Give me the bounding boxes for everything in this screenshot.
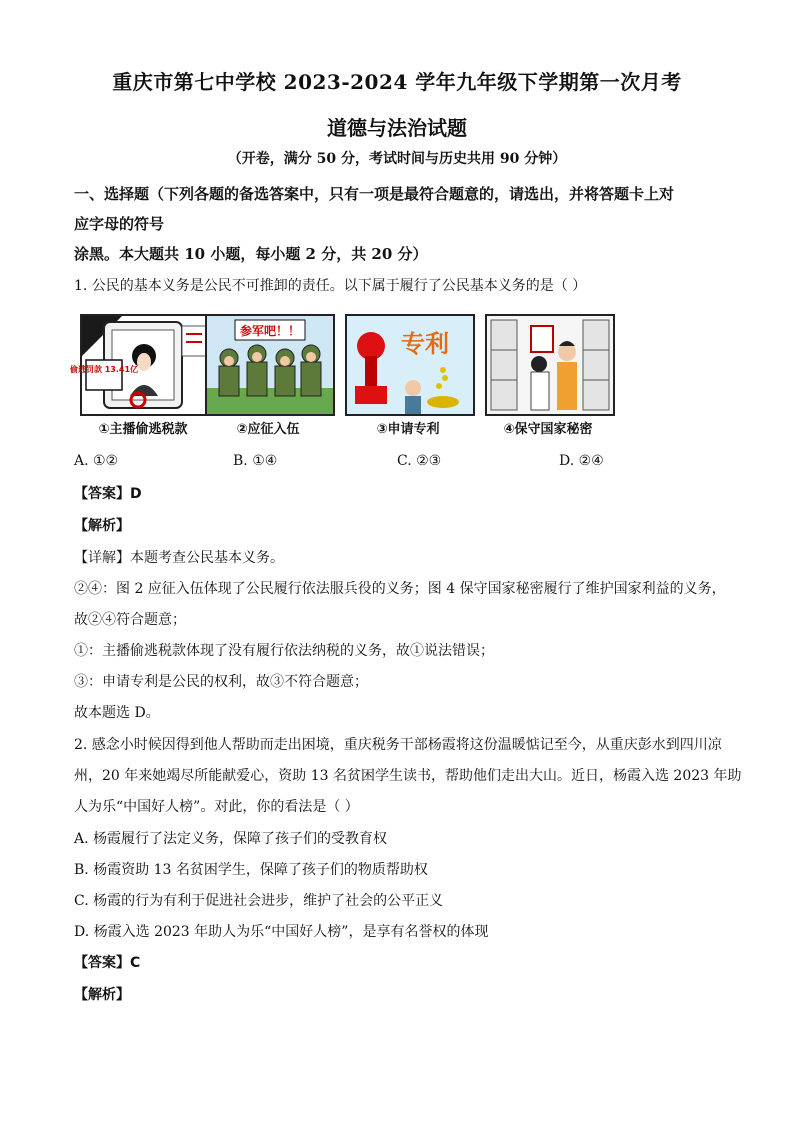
enlist-image	[205, 314, 335, 416]
section-heading-cont2: 涂黑。本大题共 10 小题，每小题 2 分，共 20 分）	[74, 245, 428, 263]
question-2-stem-3: 人为乐“中国好人榜”。对此，你的看法是（ ）	[74, 799, 359, 815]
confidential-cabinet-icon	[487, 316, 613, 414]
q2-analysis-label: 【解析】	[74, 987, 130, 1003]
q1-option-a: A. ①②	[74, 453, 119, 469]
question-2-stem-2: 州，20 年来她竭尽所能献爱心，资助 13 名贫困学生读书，帮助他们走出大山。近日，杨霞入选 2023 年助	[74, 768, 742, 784]
q1-answer: 【答案】D	[74, 486, 142, 502]
tax-evasion-image	[69, 314, 210, 416]
q2-option-b: B. 杨霞资助 13 名贫困学生，保障了孩子们的物质帮助权	[74, 862, 428, 878]
soldiers-icon	[207, 316, 333, 414]
exam-note: （开卷，满分 50 分，考试时间与历史共用 90 分钟）	[227, 151, 567, 167]
q1-option-b: B. ①④	[233, 453, 278, 469]
q1-detail: 【详解】本题考查公民基本义务。	[74, 550, 284, 566]
q1-option-d: D. ②④	[559, 453, 604, 469]
image-caption-1: ①主播偷逃税款	[98, 422, 188, 437]
q1-explain-3: ①：主播偷逃税款体现了没有履行依法纳税的义务，故①说法错误；	[74, 643, 494, 659]
subject-title: 道德与法治试题	[327, 116, 467, 140]
q1-explain-5: 故本题选 D。	[74, 705, 160, 721]
svg-text:参军吧！！: 参军吧！！	[239, 324, 301, 338]
question-1-images	[69, 314, 620, 439]
patent-image	[345, 314, 475, 416]
section-heading: 一、选择题（下列各题的备选答案中，只有一项是最符合题意的，请选出，并将答题卡上对	[74, 185, 675, 203]
q1-option-c: C. ②③	[397, 453, 442, 469]
patent-stamp-icon	[347, 316, 473, 414]
section-heading-cont: 应字母的符号	[74, 215, 165, 233]
q1-analysis-label: 【解析】	[74, 518, 130, 534]
q1-explain-2: 故②④符合题意；	[74, 612, 186, 628]
q2-answer: 【答案】C	[74, 955, 141, 971]
tax-evasion-icon	[69, 316, 208, 414]
question-2-stem-1: 2. 感念小时候因得到他人帮助而走出困境，重庆税务干部杨霞将这份温暖惦记至今，从重庆彭水到四川凉	[74, 737, 722, 753]
q2-option-a: A. 杨霞履行了法定义务，保障了孩子们的受教育权	[74, 831, 388, 847]
image-caption-2: ②应征入伍	[236, 422, 300, 437]
confidential-image	[485, 314, 615, 416]
svg-text:专利: 专利	[401, 330, 449, 358]
exam-title: 重庆市第七中学校 2023-2024 学年九年级下学期第一次月考	[112, 70, 682, 94]
question-1-stem: 1. 公民的基本义务是公民不可推卸的责任。以下属于履行了公民基本义务的是（ ）	[74, 278, 587, 294]
q2-option-c: C. 杨霞的行为有利于促进社会进步，维护了社会的公平正义	[74, 893, 444, 909]
svg-text:偷逃罚款 13.41亿: 偷逃罚款 13.41亿	[69, 365, 139, 374]
image-caption-4: ④保守国家秘密	[503, 422, 593, 437]
q1-explain-4: ③：申请专利是公民的权利，故③不符合题意；	[74, 674, 368, 690]
image-caption-3: ③申请专利	[376, 422, 440, 437]
q2-option-d: D. 杨霞入选 2023 年助人为乐“中国好人榜”，是享有名誉权的体现	[74, 924, 489, 940]
q1-explain-1: ②④：图 2 应征入伍体现了公民履行依法服兵役的义务；图 4 保守国家秘密履行了维护国家利益的义务，	[74, 581, 726, 597]
